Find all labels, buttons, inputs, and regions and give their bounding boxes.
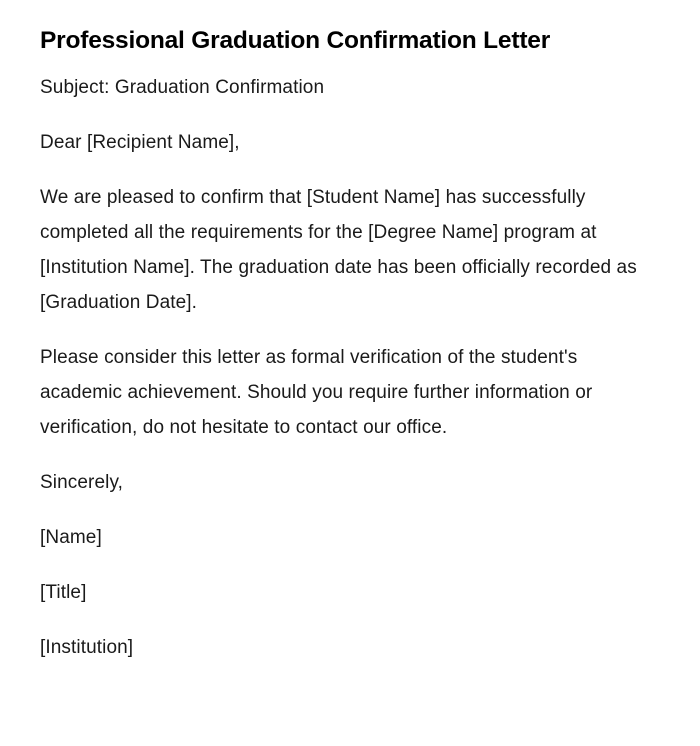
signature-institution: [Institution] xyxy=(40,637,134,658)
letter-title: Professional Graduation Confirmation Letter xyxy=(40,27,551,54)
body-paragraph-verification: Please consider this letter as formal verification of the student's academic achievement. Should you require further information or verification, do not hesitate to contact our office. xyxy=(40,347,593,438)
closing: Sincerely, xyxy=(40,472,124,493)
signature-name: [Name] xyxy=(40,527,102,548)
body-paragraph-confirmation: We are pleased to confirm that [Student Name] has successfully completed all the requirements for the [Degree Name] program at [Institution Name]. The graduation date has been officially recorded as [Graduation Date]. xyxy=(40,187,637,313)
salutation: Dear [Recipient Name], xyxy=(40,132,240,153)
signature-title: [Title] xyxy=(40,582,87,603)
subject-line: Subject: Graduation Confirmation xyxy=(40,77,325,98)
